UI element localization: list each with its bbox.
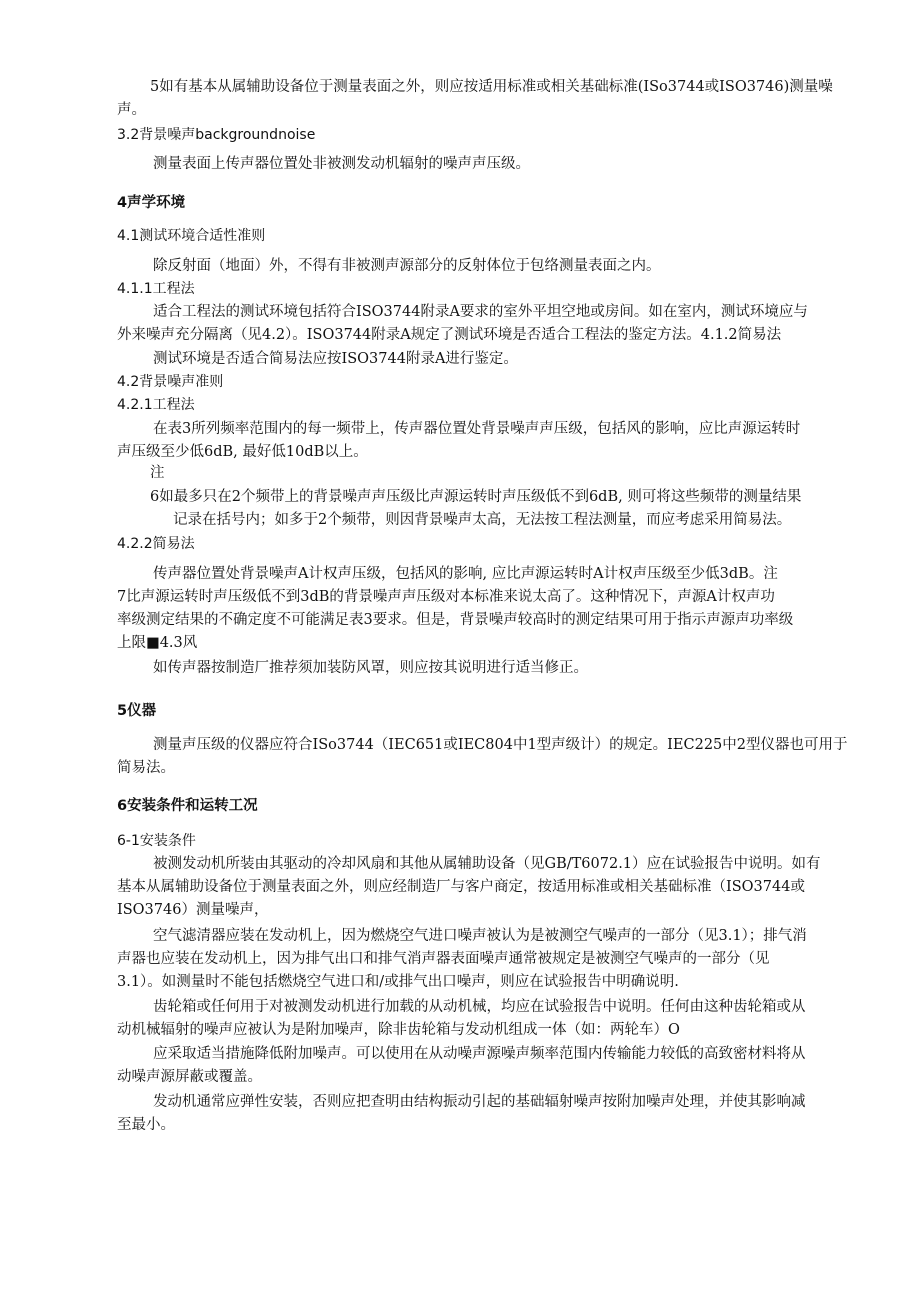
text-line: 齿轮箱或任何用于对被测发动机进行加载的从动机械，均应在试验报告中说明。任何由这种齿轮箱或从 — [153, 999, 806, 1015]
note-label: 注 — [150, 465, 165, 481]
paragraph-4-1-1 — [117, 301, 837, 347]
text-line: 外来噪声充分隔离（见4.2）。ISO3744附录A规定了测试环境是否适合工程法的鉴定方法。4.1.2简易法 — [117, 327, 782, 343]
heading-3-2: 3.2背景噪声backgroundnoise — [117, 127, 316, 143]
text-line: ISO3746）测量噪声， — [117, 902, 269, 918]
heading-5: 5仪器 — [117, 703, 157, 719]
heading-4-1-1: 4.1.1工程法 — [117, 281, 195, 297]
text-line: 应采取适当措施降低附加噪声。可以使用在从动噪声源噪声频率范围内传输能力较低的高致密材料将从 — [153, 1046, 806, 1062]
text-line: 5如有基本从属辅助设备位于测量表面之外，则应按适用标准或相关基础标准(ISo3744或ISO3746)测量噪 — [150, 79, 833, 95]
text-line: 在表3所列频率范围内的每一频带上，传声器位置处背景噪声声压级，包括风的影响，应比声源运转时 — [153, 421, 801, 437]
text-line: 动机械辐射的噪声应被认为是附加噪声，除非齿轮箱与发动机组成一体（如：两轮车）O — [117, 1022, 680, 1038]
paragraph-6-1-b — [117, 925, 837, 994]
paragraph-auxiliary-equipment — [117, 76, 837, 122]
text-line: 发动机通常应弹性安装，否则应把查明由结构振动引起的基础辐射噪声按附加噪声处理，并使其影响减 — [153, 1094, 806, 1110]
heading-4-1: 4.1测试环境合适性准则 — [117, 228, 266, 244]
text-line: 空气滤清器应装在发动机上，因为燃烧空气进口噪声被认为是被测空气噪声的一部分（见3.1）；排气消 — [153, 928, 807, 944]
text-line: 6如最多只在2个频带上的背景噪声声压级比声源运转时声压级低不到6dB, 则可将这些频带的测量结果 — [150, 489, 802, 505]
heading-6: 6安装条件和运转工况 — [117, 798, 258, 814]
text-line: 动噪声源屏蔽或覆盖。 — [117, 1069, 262, 1085]
text-line: 声。 — [117, 102, 146, 118]
text-line: 测量声压级的仪器应符合ISo3744（IEC651或IEC804中1型声级计）的规定。IEC225中2型仪器也可用于 — [153, 737, 848, 753]
paragraph-6-1-a — [117, 853, 837, 922]
paragraph-4-2-2 — [117, 563, 837, 655]
paragraph-4-1-2: 测试环境是否适合简易法应按ISO3744附录A进行鉴定。 — [153, 351, 518, 367]
text-line: 被测发动机所装由其驱动的冷却风扇和其他从属辅助设备（见GB/T6072.1）应在试验报告中说明。如有 — [153, 856, 821, 872]
heading-4: 4声学环境 — [117, 195, 186, 211]
text-line: 至最小。 — [117, 1117, 175, 1133]
text-line: 7比声源运转时声压级低不到3dB的背景噪声声压级对本标准来说太高了。这种情况下，声源A计权声功 — [117, 589, 775, 605]
text-line: 基本从属辅助设备位于测量表面之外，则应经制造厂与客户商定，按适用标准或相关基础标准（ISO3744或 — [117, 879, 805, 895]
paragraph-6-1-c — [117, 996, 837, 1042]
text-line: 上限■4.3风 — [117, 635, 198, 651]
note-6 — [117, 486, 837, 532]
paragraph-3-2: 测量表面上传声器位置处非被测发动机辐射的噪声声压级。 — [153, 156, 530, 172]
text-line: 声压级至少低6dB, 最好低10dB以上。 — [117, 444, 368, 460]
paragraph-4-3: 如传声器按制造厂推荐须加装防风罩，则应按其说明进行适当修正。 — [153, 660, 588, 676]
paragraph-6-1-d — [117, 1043, 837, 1089]
heading-4-2-2: 4.2.2简易法 — [117, 536, 195, 552]
text-line: 率级测定结果的不确定度不可能满足表3要求。但是，背景噪声较高时的测定结果可用于指示声源声功率级 — [117, 612, 794, 628]
text-line: 3.1）。如测量时不能包括燃烧空气进口和/或排气出口噪声，则应在试验报告中明确说明. — [117, 974, 679, 990]
paragraph-4-2-1 — [117, 418, 837, 464]
heading-6-1: 6-1安装条件 — [117, 833, 196, 849]
paragraph-6-1-e — [117, 1091, 837, 1137]
text-line: 记录在括号内；如多于2个频带，则因背景噪声太高，无法按工程法测量，而应考虑采用简易法。 — [173, 512, 792, 528]
heading-4-2: 4.2背景噪声准则 — [117, 374, 224, 390]
paragraph-4-1: 除反射面（地面）外，不得有非被测声源部分的反射体位于包络测量表面之内。 — [153, 258, 661, 274]
text-line: 传声器位置处背景噪声A计权声压级，包括风的影响, 应比声源运转时A计权声压级至少低3dB。注 — [153, 566, 778, 582]
heading-4-2-1: 4.2.1工程法 — [117, 397, 195, 413]
paragraph-5 — [117, 734, 848, 780]
text-line: 声器也应装在发动机上，因为排气出口和排气消声器表面噪声通常被规定是被测空气噪声的一部分（见 — [117, 951, 770, 967]
text-line: 适合工程法的测试环境包括符合ISO3744附录A要求的室外平坦空地或房间。如在室内，测试环境应与 — [153, 304, 808, 320]
text-line: 简易法。 — [117, 760, 175, 776]
